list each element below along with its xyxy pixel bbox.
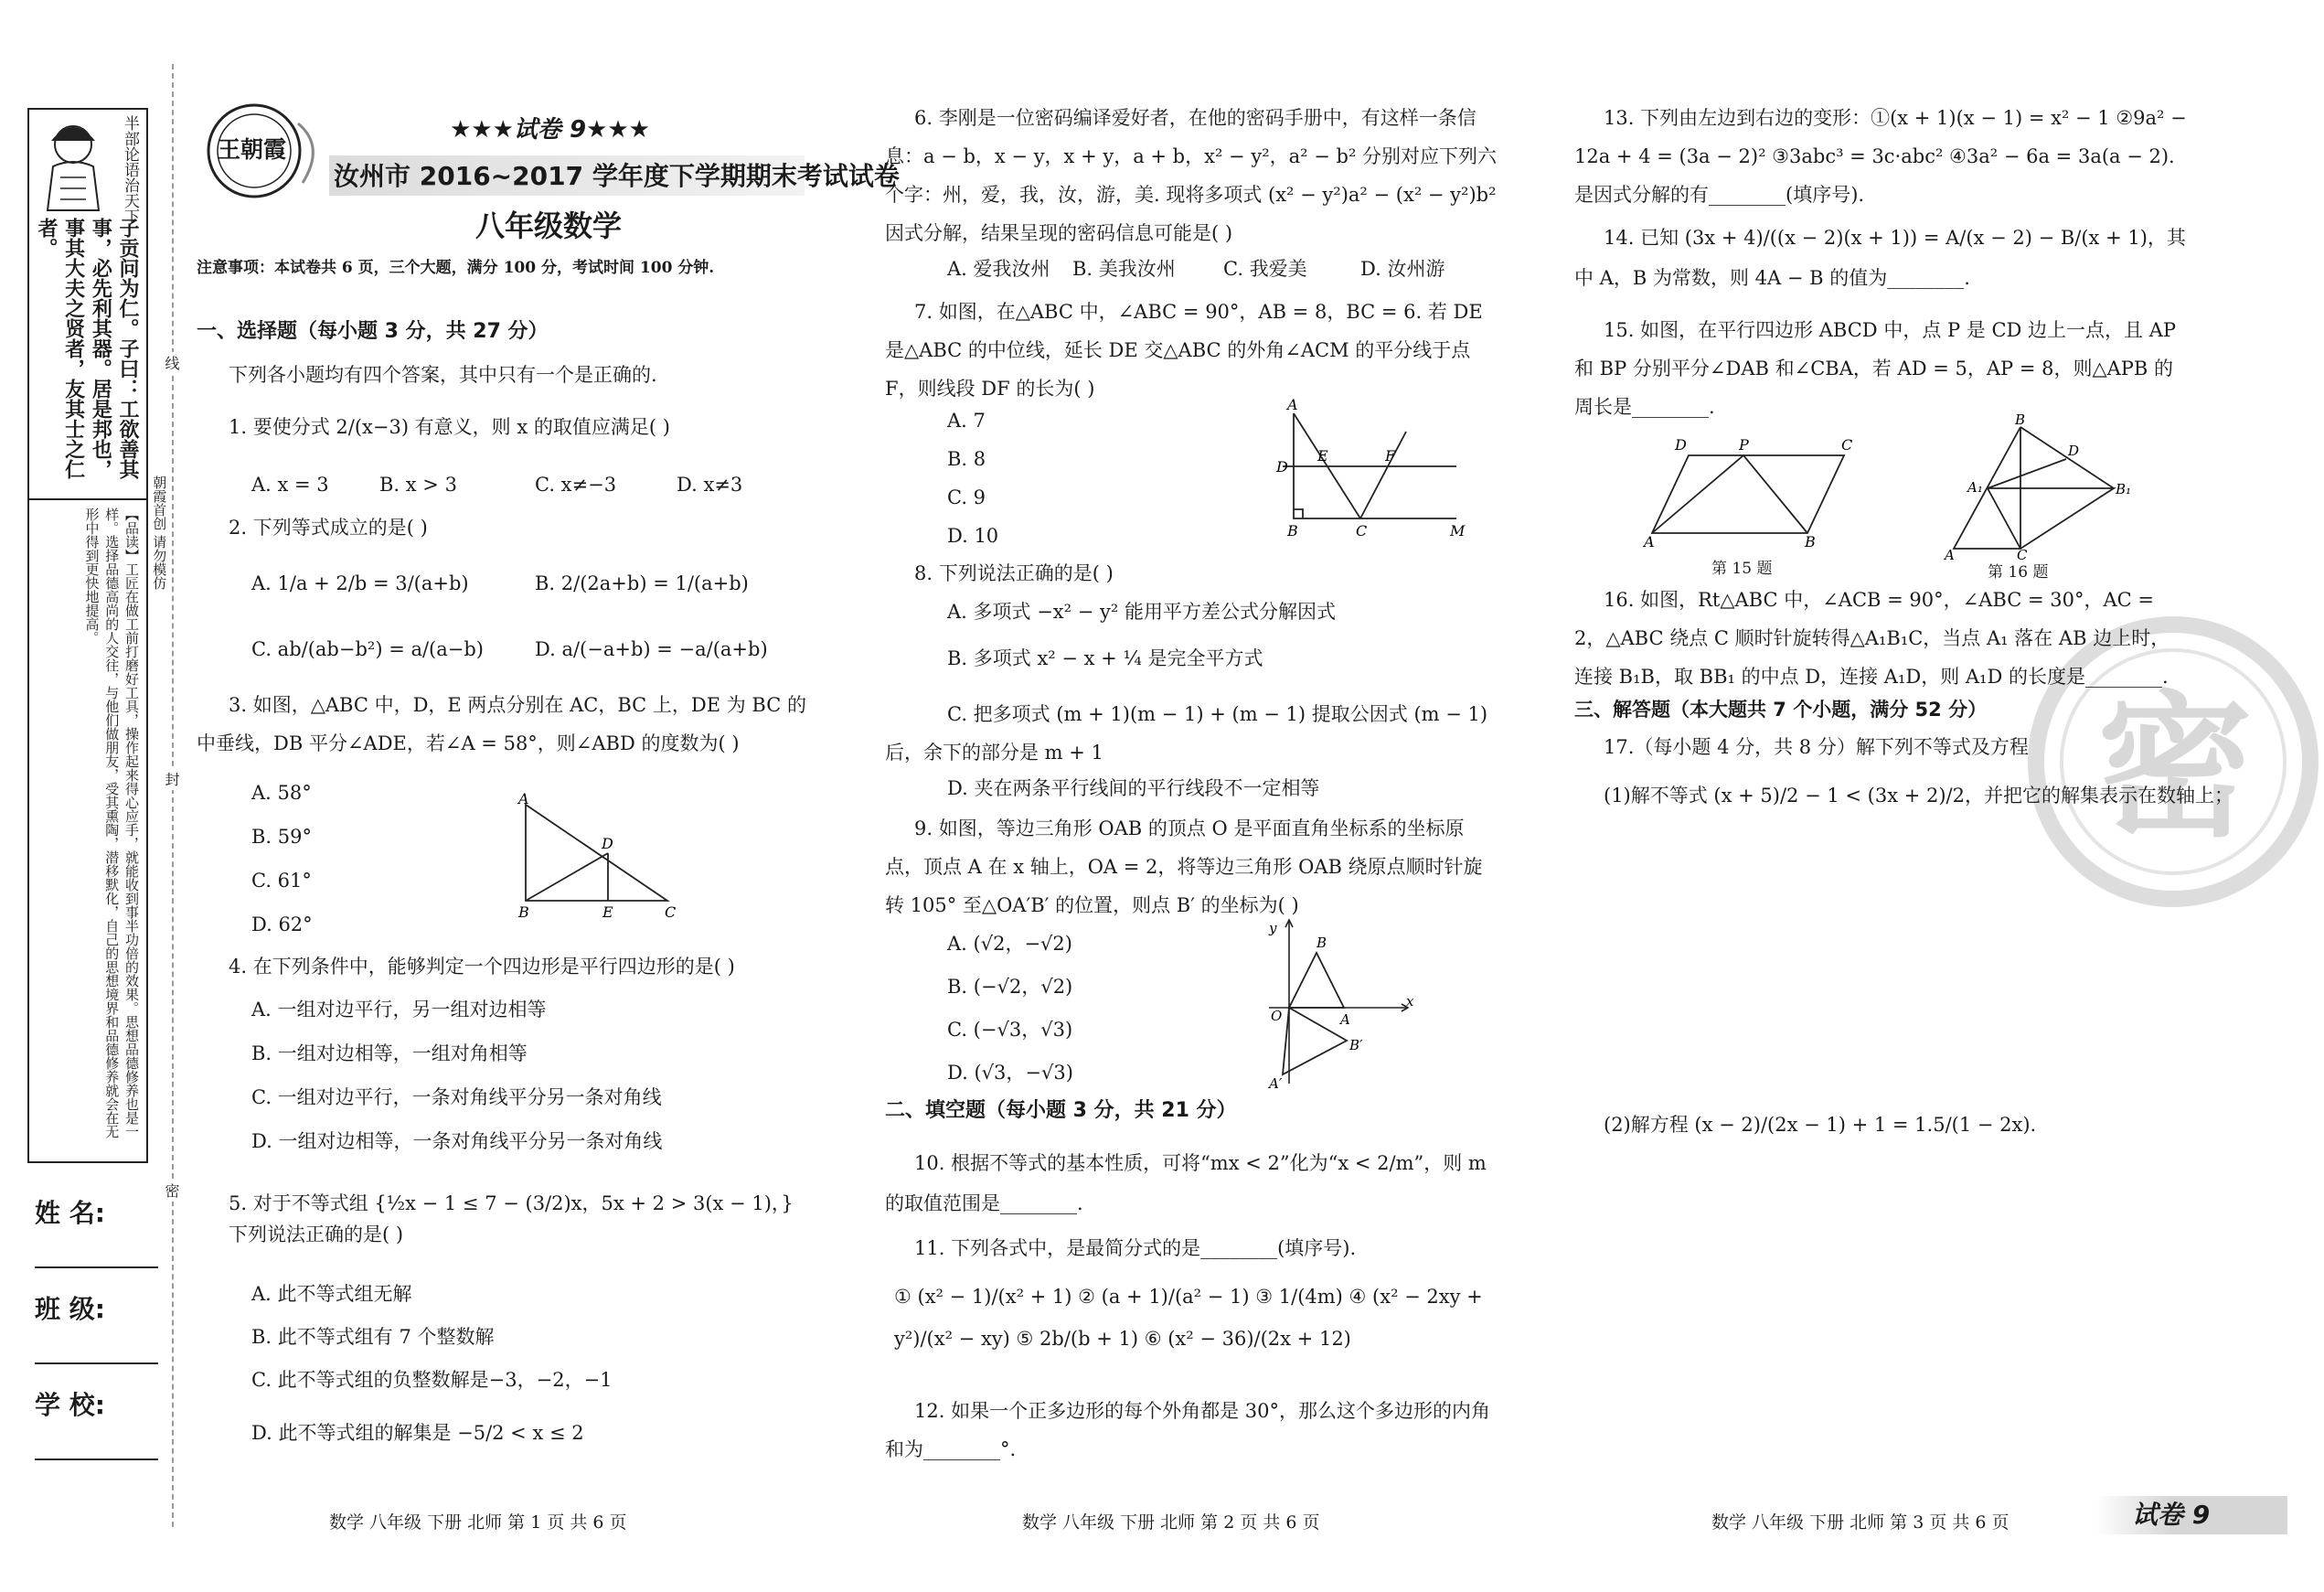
svg-text:P: P <box>1739 436 1749 454</box>
name-field-label: 姓 名: <box>35 1198 105 1228</box>
svg-text:C: C <box>2017 547 2028 563</box>
svg-text:x: x <box>1406 993 1414 1010</box>
svg-text:M: M <box>1450 522 1466 540</box>
caption-15: 第 15 题 <box>1711 560 1773 578</box>
q9-option-d: D. (√3，−√3) <box>947 1062 1073 1084</box>
q2-option-b: B. 2/(2a+b) = 1/(a+b) <box>535 572 749 594</box>
svg-text:D: D <box>602 835 613 852</box>
brand-vertical: 朝霞首创 请勿模仿 <box>151 475 168 590</box>
question-1: 1. 要使分式 2/(x−3) 有意义，则 x 的取值应满足( ) <box>229 416 670 438</box>
svg-text:D: D <box>2068 443 2080 459</box>
q3-option-a: A. 58° <box>251 782 312 804</box>
class-field-label: 班 级: <box>35 1294 105 1324</box>
question-3: 3. 如图，△ABC 中，D，E 两点分别在 AC，BC 上，DE 为 BC 的中垂线，DB 平分∠ADE，若∠A = 58°，则∠ABD 的度数为( ) <box>197 694 806 754</box>
q1-option-b: B. x > 3 <box>379 474 457 496</box>
q5-option-d: D. 此不等式组的解集是 −5/2 < x ≤ 2 <box>251 1422 584 1444</box>
svg-text:A: A <box>1644 533 1655 550</box>
question-16: 16. 如图，Rt△ABC 中，∠ACB = 90°，∠ABC = 30°，AC = 2，△ABC 绕点 C 顺时针旋转得△A₁B₁C，当点 A₁ 落在 AB 边上时，连接 B₁B，取 BB₁ 的中点 D，连接 A₁D，则 A₁D 的长度是________. <box>1574 589 2170 688</box>
q3-option-c: C. 61° <box>251 870 312 892</box>
sidebar-quote: 子贡问为仁。子曰：工欲善其事，必先利其器。居是邦也，事其大夫之贤者，友其士之仁者。 <box>34 218 139 479</box>
answer-area-17-2[interactable] <box>1604 1152 2189 1490</box>
svg-text:A: A <box>518 790 529 807</box>
svg-text:B₁: B₁ <box>2116 481 2132 497</box>
page-column-2 <box>885 0 1507 1592</box>
q9-option-c: C. (−√3，√3) <box>947 1019 1073 1041</box>
q4-option-a: A. 一组对边平行，另一组对边相等 <box>251 999 547 1020</box>
svg-text:B′: B′ <box>1349 1037 1363 1053</box>
q5-option-a: A. 此不等式组无解 <box>251 1283 412 1305</box>
figure-q16 <box>1940 411 2132 563</box>
svg-text:C: C <box>1841 436 1853 454</box>
question-12: 12. 如果一个正多边形的每个外角都是 30°，那么这个多边形的内角和为________°. <box>885 1400 1490 1460</box>
svg-text:D: D <box>1675 436 1687 454</box>
watermark-char: 密 <box>2097 678 2254 859</box>
footer-page-1: 数学 八年级 下册 北师 第 1 页 共 6 页 <box>329 1512 627 1533</box>
logo-badge <box>197 96 335 206</box>
svg-text:C: C <box>1356 522 1368 540</box>
volume-badge: ★★★试卷 9★★★ <box>450 116 650 144</box>
q1-option-c: C. x≠−3 <box>535 474 617 496</box>
svg-text:B: B <box>1287 522 1298 540</box>
q6-option-b: B. 美我汝州 <box>1072 258 1176 280</box>
q9-option-b: B. (−√2，√2) <box>947 976 1073 998</box>
section-1-heading: 一、选择题（每小题 3 分，共 27 分） <box>197 320 549 343</box>
svg-text:E: E <box>1317 447 1328 465</box>
section-2-heading: 二、填空题（每小题 3 分，共 21 分） <box>885 1099 1237 1122</box>
q8-option-b: B. 多项式 x² − x + ¼ 是完全平方式 <box>947 647 1263 669</box>
svg-text:A′: A′ <box>1269 1075 1283 1092</box>
figure-q7 <box>1274 395 1484 541</box>
svg-text:A₁: A₁ <box>1967 479 1983 496</box>
q7-option-b: B. 8 <box>947 448 986 470</box>
section-1-intro: 下列各小题均有四个答案，其中只有一个是正确的. <box>229 364 657 386</box>
svg-text:E: E <box>602 903 613 921</box>
q2-option-c: C. ab/(ab−b²) = a/(a−b) <box>251 638 484 660</box>
exam-title: 汝州市 2016~2017 学年度下学期期末考试试卷 <box>334 161 900 191</box>
question-13: 13. 下列由左边到右边的变形：①(x + 1)(x − 1) = x² − 1 ②9a² − 12a + 4 = (3a − 2)² ③3abc³ = 3c·abc² ④3a² − 6a = 3a(a − 2). 是因式分解的有________(填序号). <box>1574 107 2187 206</box>
seal-char-seal: 封 <box>161 768 182 790</box>
motto-small: 半部论语治天下 <box>120 115 139 224</box>
svg-text:C: C <box>665 903 677 921</box>
name-field-line[interactable] <box>35 1266 158 1268</box>
q8-option-c: C. 把多项式 (m + 1)(m − 1) + (m − 1) 提取公因式 (m − 1) 后，余下的部分是 m + 1 <box>885 703 1488 764</box>
q2-option-a: A. 1/a + 2/b = 3/(a+b) <box>251 572 469 594</box>
question-10: 10. 根据不等式的基本性质，可将“mx < 2”化为“x < 2/m”，则 m 的取值范围是________. <box>885 1152 1487 1215</box>
corner-label: 试卷 9 <box>2132 1500 2211 1530</box>
page-column-1 <box>192 0 900 1592</box>
q3-option-d: D. 62° <box>251 914 313 935</box>
question-5: 5. 对于不等式组 {½x − 1 ≤ 7 − (3/2)x，5x + 2 > 3(x − 1)，} 下列说法正确的是( ) <box>229 1192 794 1245</box>
class-field-line[interactable] <box>35 1362 158 1364</box>
q7-option-c: C. 9 <box>947 486 986 508</box>
section-3-heading: 三、解答题（本大题共 7 个小题，满分 52 分） <box>1574 699 1988 721</box>
exam-subject: 八年级数学 <box>475 208 623 243</box>
question-2: 2. 下列等式成立的是( ) <box>229 517 428 539</box>
logo-text: 王朝霞 <box>218 136 287 163</box>
q4-option-d: D. 一组对边相等，一条对角线平分另一条对角线 <box>251 1130 663 1152</box>
svg-text:B: B <box>1317 935 1327 951</box>
q6-option-a: A. 爱我汝州 <box>947 258 1050 280</box>
sage-portrait <box>33 113 113 214</box>
seal-char-secret: 密 <box>161 1180 182 1202</box>
school-field-label: 学 校: <box>35 1390 105 1420</box>
figure-q15 <box>1638 436 1867 550</box>
svg-text:A: A <box>1340 1011 1350 1028</box>
sidebar-frame <box>27 108 148 1163</box>
q7-option-a: A. 7 <box>947 410 986 432</box>
caption-16: 第 16 题 <box>1988 563 2049 582</box>
answer-area-17-1[interactable] <box>1604 823 2189 1097</box>
q9-option-a: A. (√2，−√2) <box>947 933 1072 955</box>
svg-text:y: y <box>1269 920 1277 936</box>
question-9: 9. 如图，等边三角形 OAB 的顶点 O 是平面直角坐标系的坐标原点，顶点 A 在 x 轴上，OA = 2，将等边三角形 OAB 绕原点顺时针旋转 105° 至△OA′B′ 的位置，则点 B′ 的坐标为( ) <box>885 817 1483 916</box>
footer-page-3: 数学 八年级 下册 北师 第 3 页 共 6 页 <box>1711 1512 2010 1533</box>
question-6: 6. 李刚是一位密码编译爱好者，在他的密码手册中，有这样一条信息：a − b，x − y，x + y，a + b，x² − y²，a² − b² 分别对应下列六个字：州，爱，我，汝，游，美. 现将多项式 (x² − y²)a² − (x² − y²)b² 因式分解，结果呈现的密码信息可能是( ) <box>885 107 1498 244</box>
q6-option-c: C. 我爱美 <box>1223 258 1307 280</box>
question-17: 17.（每小题 4 分，共 8 分）解下列不等式及方程 <box>1604 736 2029 758</box>
q3-option-b: B. 59° <box>251 826 313 848</box>
question-14: 14. 已知 (3x + 4)/((x − 2)(x + 1)) = A/(x − 2) − B/(x + 1)，其中 A，B 为常数，则 4A − B 的值为________. <box>1574 227 2186 290</box>
figure-q3 <box>507 791 690 919</box>
q5-option-c: C. 此不等式组的负整数解是−3，−2，−1 <box>251 1369 613 1391</box>
q1-option-a: A. x = 3 <box>251 474 329 496</box>
svg-text:B: B <box>1805 533 1816 550</box>
question-7: 7. 如图，在△ABC 中，∠ABC = 90°，AB = 8，BC = 6. 若 DE 是△ABC 的中位线，延长 DE 交△ABC 的外角∠ACM 的平分线于点 F，则线段 DF 的长为( ) <box>885 301 1483 400</box>
question-11: 11. 下列各式中，是最简分式的是________(填序号). <box>914 1237 1357 1259</box>
question-17-part-1: (1)解不等式 (x + 5)/2 − 1 < (3x + 2)/2，并把它的解集表示在数轴上； <box>1604 785 2233 807</box>
question-17-part-2: (2)解方程 (x − 2)/(2x − 1) + 1 = 1.5/(1 − 2x). <box>1604 1114 2037 1136</box>
svg-text:A: A <box>1945 547 1955 563</box>
page-column-3 <box>1574 0 2287 1592</box>
q8-option-d: D. 夹在两条平行线间的平行线段不一定相等 <box>947 777 1320 799</box>
seal-char-line: 线 <box>161 352 182 374</box>
svg-text:F: F <box>1385 447 1396 465</box>
figure-q9 <box>1260 914 1415 1093</box>
q7-option-d: D. 10 <box>947 525 999 547</box>
svg-text:A: A <box>1287 396 1298 413</box>
footer-page-2: 数学 八年级 下册 北师 第 2 页 共 6 页 <box>1022 1512 1320 1533</box>
exam-notice: 注意事项：本试卷共 6 页，三个大题，满分 100 分，考试时间 100 分钟. <box>197 259 715 277</box>
school-field-line[interactable] <box>35 1458 158 1460</box>
q4-option-b: B. 一组对边相等，一组对角相等 <box>251 1042 528 1064</box>
sidebar-pinread: 【品读】工匠在做工前打磨好工具，操作起来得心应手，就能收到事半功倍的效果。思想品德修养也是一样。选择品德高尚的人交往，与他们做朋友，受其熏陶，潜移默化，自己的思想境界和品德修养就会在无形中得到更快地提高。 <box>83 508 140 1138</box>
question-15: 15. 如图，在平行四边形 ABCD 中，点 P 是 CD 边上一点，且 AP 和 BP 分别平分∠DAB 和∠CBA，若 AD = 5，AP = 8，则△APB 的周长是________. <box>1574 319 2177 418</box>
q11-items: ① (x² − 1)/(x² + 1) ② (a + 1)/(a² − 1) ③ 1/(4m) ④ (x² − 2xy + y²)/(x² − xy) ⑤ 2b/(b + 1) ⑥ (x² − 36)/(2x + 12) <box>894 1286 1483 1351</box>
q5-option-b: B. 此不等式组有 7 个整数解 <box>251 1326 495 1348</box>
q6-option-d: D. 汝州游 <box>1360 258 1445 280</box>
svg-text:B: B <box>518 903 529 921</box>
seal-dashed-line <box>172 64 174 1527</box>
question-4: 4. 在下列条件中，能够判定一个四边形是平行四边形的是( ) <box>229 956 735 978</box>
svg-text:B: B <box>2015 411 2026 428</box>
svg-text:O: O <box>1271 1008 1283 1024</box>
q8-option-a: A. 多项式 −x² − y² 能用平方差公式分解因式 <box>947 601 1336 623</box>
question-8: 8. 下列说法正确的是( ) <box>914 562 1114 584</box>
svg-text:D: D <box>1276 458 1288 475</box>
q2-option-d: D. a/(−a+b) = −a/(a+b) <box>535 638 768 660</box>
q1-option-d: D. x≠3 <box>677 474 743 496</box>
q4-option-c: C. 一组对边平行，一条对角线平分另一条对角线 <box>251 1086 662 1108</box>
